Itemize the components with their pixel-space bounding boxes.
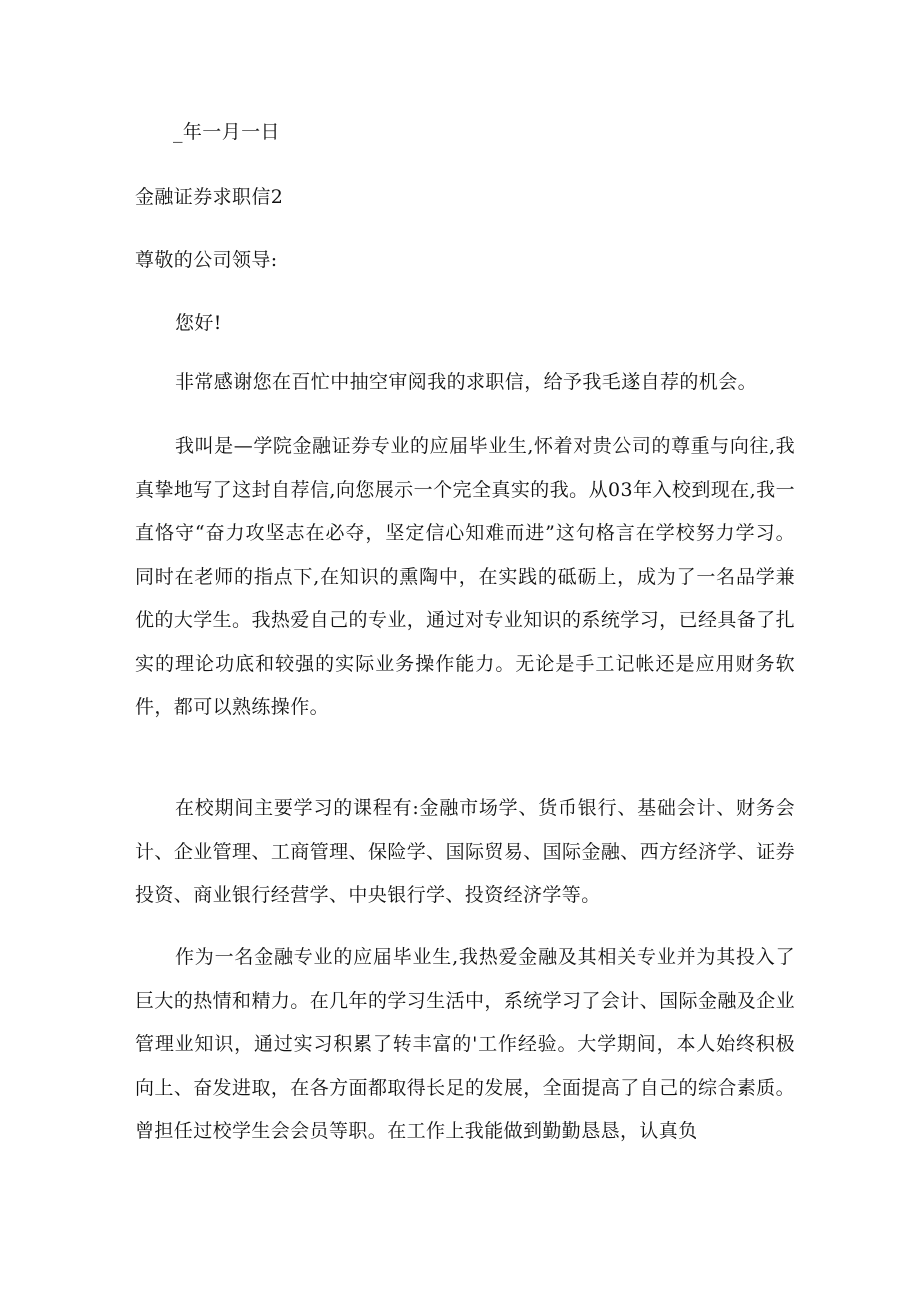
greeting: 您好!: [175, 312, 222, 334]
paragraph-courses: 在校期间主要学习的课程有:金融市场学、货币银行、基础会计、财务会计、企业管理、工商管理、保险学、国际贸易、国际金融、西方经济学、证券投资、商业银行经营学、中央银行学、投资经济学等。: [135, 797, 795, 906]
paragraph-introduction: 我叫是—学院金融证券专业的应届毕业生,怀着对贵公司的尊重与向往,我真挚地写了这封自荐信,向您展示一个完全真实的我。从03年入校到现在,我一直恪守“奋力攻坚志在必夺，坚定信心知难而进”这句格言在学校努力学习。同时在老师的指点下,在知识的熏陶中，在实践的砥砺上，成为了一名品学兼优的大学生。我热爱自己的专业，通过对专业知识的系统学习，已经具备了扎实的理论功底和较强的实际业务操作能力。无论是手工记帐还是应用财务软件，都可以熟练操作。: [135, 435, 795, 718]
date-line: _年一月一日: [173, 121, 280, 143]
document-title: 金融证券求职信2: [135, 186, 284, 208]
paragraph-experience: 作为一名金融专业的应届毕业生,我热爱金融及其相关专业并为其投入了巨大的热情和精力。在几年的学习生活中，系统学习了会计、国际金融及企业管理业知识，通过实习积累了转丰富的'工作经验。大学期间，本人始终积极向上、奋发进取，在各方面都取得长足的发展，全面提高了自己的综合素质。曾担任过校学生会会员等职。在工作上我能做到勤勤恳恳，认真负: [135, 946, 795, 1142]
salutation: 尊敬的公司领导:: [135, 249, 278, 271]
paragraph-thanks: 非常感谢您在百忙中抽空审阅我的求职信，给予我毛遂自荐的机会。: [175, 371, 758, 393]
